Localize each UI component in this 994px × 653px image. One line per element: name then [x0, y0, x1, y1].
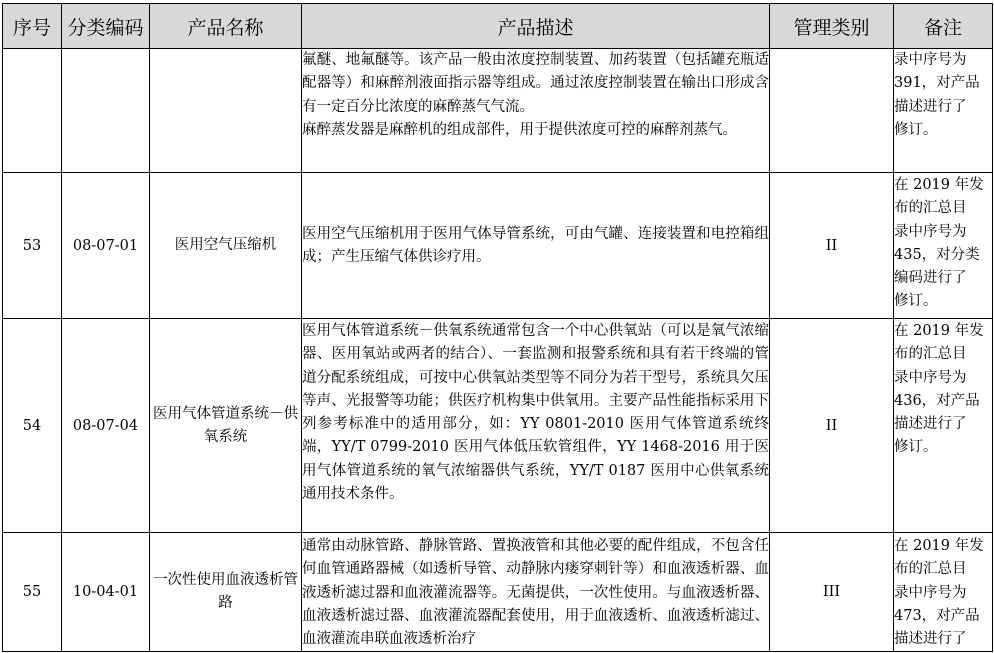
cell-seq	[3, 49, 62, 173]
note-line: 布的汇总目	[894, 561, 967, 578]
cell-seq: 54	[3, 319, 62, 533]
desc-paragraph: 通常由动脉管路、静脉管路、置换液管和其他必要的配件组成，不包含任何血管通路器械（如透析导管、动静脉内瘘穿刺针等）和血液透析器、血液透析滤过器和血液灌流器等。无菌提供，一次性使用。与血液透析器、血液透析滤过器、血液灌流器配套使用，用于血液透析、血液透析滤过、血液灌流串联血液透析治疗	[302, 538, 769, 648]
note-line: 描述进行了	[894, 631, 967, 648]
table-row	[3, 173, 993, 319]
cell-code: 08-07-01	[62, 173, 150, 319]
note-line: 修订。	[894, 293, 938, 310]
cell-seq: 53	[3, 173, 62, 319]
cell-name: 一次性使用血液透析管路	[150, 533, 302, 652]
desc-paragraph: 医用气体管道系统－供氧系统通常包含一个中心供氧站（可以是氧气浓缩器、医用氧站或两者的结合）、一套监测和报警系统和具有若干终端的管道分配系统组成，可按中心供氧站类型等不同分为若干型号，系统具欠压等声、光报警等功能；供医疗机构集中供氧用。主要产品性能指标采用下列参考标准中的适用部分，如：YY 0801-2010 医用气体管道系统终端，YY/T 0799-2010 医用气体低压软管组件，YY 1468-2016 用于医用气体管道系统的氧气浓缩器供气系统，YY/T 0187 医用中心供氧系统通用技术条件。	[302, 323, 769, 503]
note-line: 编码进行了	[894, 270, 967, 287]
cell-code: 10-04-01	[62, 533, 150, 652]
note-line: 在 2019 年发	[894, 538, 984, 554]
table-row	[3, 49, 993, 173]
cell-desc	[302, 49, 770, 173]
table-header-row	[3, 4, 993, 49]
note-line: 391，对产品	[894, 75, 980, 92]
cell-code: 08-07-04	[62, 319, 150, 533]
note-line: 描述进行了	[894, 416, 967, 433]
cell-desc	[302, 173, 770, 319]
note-line: 436，对产品	[894, 392, 980, 409]
note-line: 布的汇总目	[894, 346, 967, 363]
note-line: 435，对分类	[894, 246, 980, 263]
desc-paragraph: 氟醚、地氟醚等。该产品一般由浓度控制装置、加药装置（包括罐充瓶适配器等）和麻醉剂液面指示器等组成。通过浓度控制装置在输出口形成含有一定百分比浓度的麻醉蒸气气流。	[302, 52, 769, 115]
note-line: 录中序号为	[894, 52, 967, 68]
cell-name: 医用空气压缩机	[150, 173, 302, 319]
cell-desc	[302, 533, 770, 652]
note-line: 473，对产品	[894, 607, 980, 624]
note-line: 录中序号为	[894, 584, 967, 601]
desc-paragraph: 医用空气压缩机用于医用气体导管系统，可由气罐、连接装置和电控箱组成；产生压缩气体供诊疗用。	[302, 225, 769, 265]
cell-name	[150, 49, 302, 173]
table-row	[3, 533, 993, 652]
note-line: 修订。	[894, 121, 938, 138]
header-mgmt: 管理类别	[770, 4, 894, 49]
header-note: 备注	[894, 4, 993, 49]
note-line: 布的汇总目	[894, 200, 967, 217]
cell-note	[894, 533, 993, 652]
cell-desc	[302, 319, 770, 533]
cell-mgmt	[770, 49, 894, 173]
note-line: 录中序号为	[894, 369, 967, 386]
table-row	[3, 319, 993, 533]
header-code: 分类编码	[62, 4, 150, 49]
cell-seq: 55	[3, 533, 62, 652]
note-line: 在 2019 年发	[894, 177, 984, 193]
header-seq: 序号	[3, 4, 62, 49]
cell-note	[894, 49, 993, 173]
cell-mgmt: II	[770, 173, 894, 319]
header-desc: 产品描述	[302, 4, 770, 49]
cell-name: 医用气体管道系统－供氧系统	[150, 319, 302, 533]
note-line: 录中序号为	[894, 223, 967, 240]
note-line: 描述进行了	[894, 98, 967, 115]
header-name: 产品名称	[150, 4, 302, 49]
note-line: 修订。	[894, 439, 938, 456]
cell-mgmt: III	[770, 533, 894, 652]
desc-paragraph: 麻醉蒸发器是麻醉机的组成部件，用于提供浓度可控的麻醉剂蒸气。	[302, 121, 737, 138]
cell-code	[62, 49, 150, 173]
catalog-table	[2, 3, 993, 652]
cell-mgmt: II	[770, 319, 894, 533]
cell-note	[894, 319, 993, 533]
cell-note	[894, 173, 993, 319]
note-line: 在 2019 年发	[894, 323, 984, 339]
